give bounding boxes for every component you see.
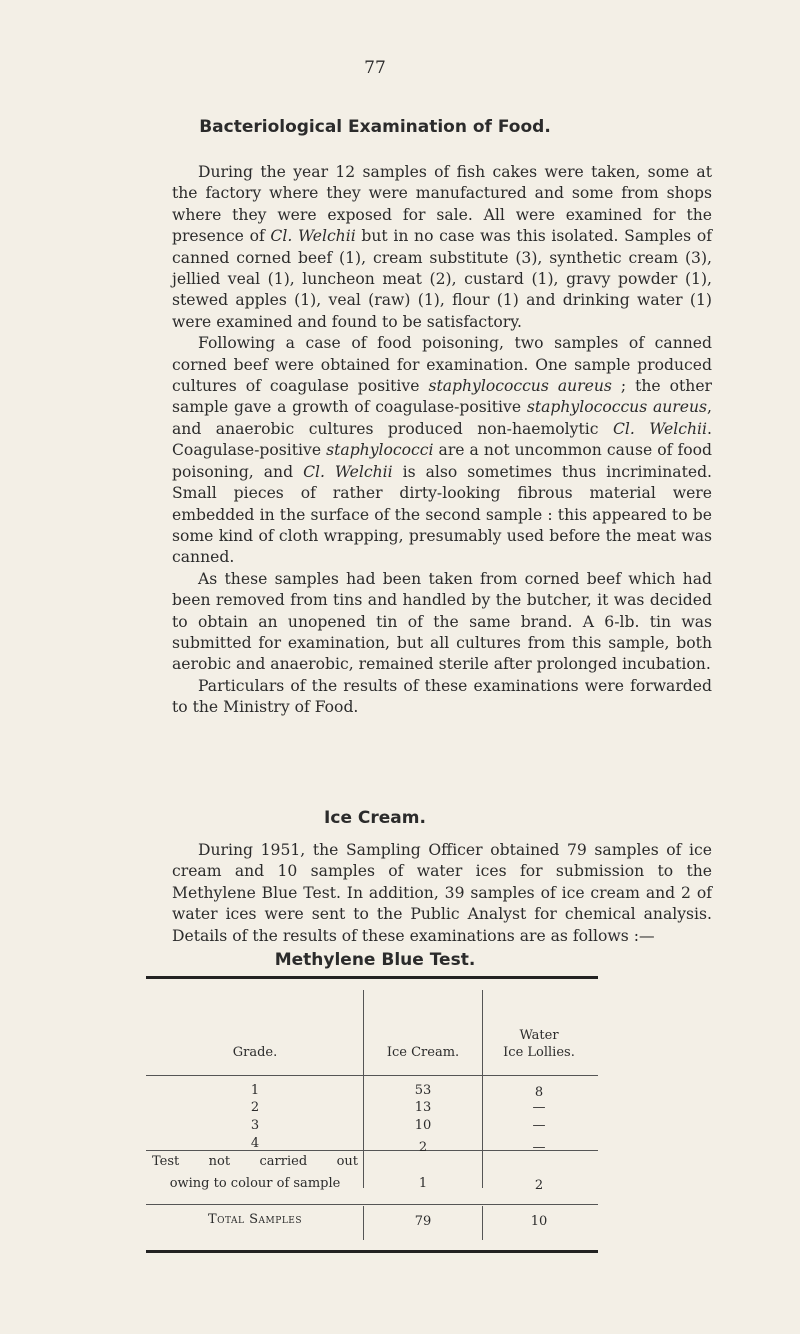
row-ice-cream: 53 (414, 1083, 432, 1098)
header-water-line2: Ice Lollies. (503, 1045, 575, 1060)
table-top-rule (146, 976, 598, 979)
row-water: — (532, 1140, 546, 1155)
header-water-line1: Water (519, 1028, 559, 1043)
not-carried-label-line1: Test not carried out (152, 1154, 358, 1169)
total-top-rule (146, 1204, 598, 1205)
not-carried-label-line2: owing to colour of sample (169, 1176, 341, 1191)
row-ice-cream: 2 (418, 1140, 428, 1155)
paragraph-sampling: During 1951, the Sampling Officer obtained 79 samples of ice cream and 10 samples of water ices for submission to the Methylene Blue Test. In addition, 39 samples of ice cream and 2 of water ices were sent to the Public Analyst for chemical analysis. Details of the results of these examinations are as follows :— (172, 841, 712, 945)
not-carried-water: 2 (534, 1178, 544, 1193)
row-grade: 3 (250, 1118, 260, 1133)
total-label: Total Samples (207, 1212, 303, 1227)
total-divider-1 (363, 1206, 364, 1240)
total-ice-cream: 79 (414, 1214, 432, 1229)
row-water: — (532, 1100, 546, 1115)
section-title-bacteriological: Bacteriological Examination of Food. (199, 117, 551, 137)
column-divider-1 (363, 990, 364, 1188)
table-final-rule (146, 1250, 598, 1253)
bacteriological-body (172, 162, 712, 719)
row-ice-cream: 13 (414, 1100, 432, 1115)
paragraph-fish-cakes: During the year 12 samples of fish cakes were taken, some at the factory where they were manufactured and some from shops where they were exposed for sale. All were examined for the presence of Cl. Welchii but in no case was this isolated. Samples of canned corned beef (1), cream substitute (3), synthetic cream (3), jellied veal (1), luncheon meat (2), custard (1), gravy powder (1), stewed apples (1), veal (raw) (1), flour (1) and drinking water (1) were examined and found to be satisfactory. (172, 163, 712, 331)
header-rule (146, 1075, 598, 1076)
row-grade: 1 (250, 1083, 260, 1098)
total-water: 10 (530, 1214, 548, 1229)
header-ice-cream: Ice Cream. (386, 1045, 460, 1060)
row-grade: 2 (250, 1100, 260, 1115)
table-title: Methylene Blue Test. (274, 950, 476, 970)
paragraph-ministry: Particulars of the results of these examinations were forwarded to the Ministry of Food. (172, 676, 712, 717)
row-water: — (532, 1118, 546, 1133)
row-water: 8 (534, 1085, 544, 1100)
section-title-ice-cream: Ice Cream. (324, 808, 426, 828)
column-divider-2 (482, 990, 483, 1188)
page-number: 77 (364, 58, 386, 78)
ice-cream-body (172, 840, 712, 947)
header-grade: Grade. (232, 1045, 278, 1060)
row-grade: 4 (250, 1136, 260, 1151)
paragraph-food-poisoning: Following a case of food poisoning, two samples of canned corned beef were obtained for examination. One sample produced cultures of coagulase positive staphylococcus aureus ; the other sample gave a growth of coagulase-positive staphylococcus aureus, and anaerobic cultures produced non-haemolytic Cl. Welchii. Coagulase-positive staphylococci are a not uncommon cause of food poisoning, and Cl. Welchii is also sometimes thus incriminated. Small pieces of rather dirty-looking fibrous material were embedded in the surface of the second sample : this appeared to be some kind of cloth wrapping, presumably used before the meat was canned. (172, 334, 713, 567)
total-divider-2 (482, 1206, 483, 1240)
row-ice-cream: 10 (414, 1118, 432, 1133)
paragraph-unopened-tin: As these samples had been taken from corned beef which had been removed from tins and handled by the butcher, it was decided to obtain an unopened tin of the same brand. A 6-lb. tin was submitted for examination, but all cultures from this sample, both aerobic and anaerobic, remained sterile after prolonged incubation. (172, 569, 712, 674)
not-carried-ice-cream: 1 (418, 1176, 428, 1191)
